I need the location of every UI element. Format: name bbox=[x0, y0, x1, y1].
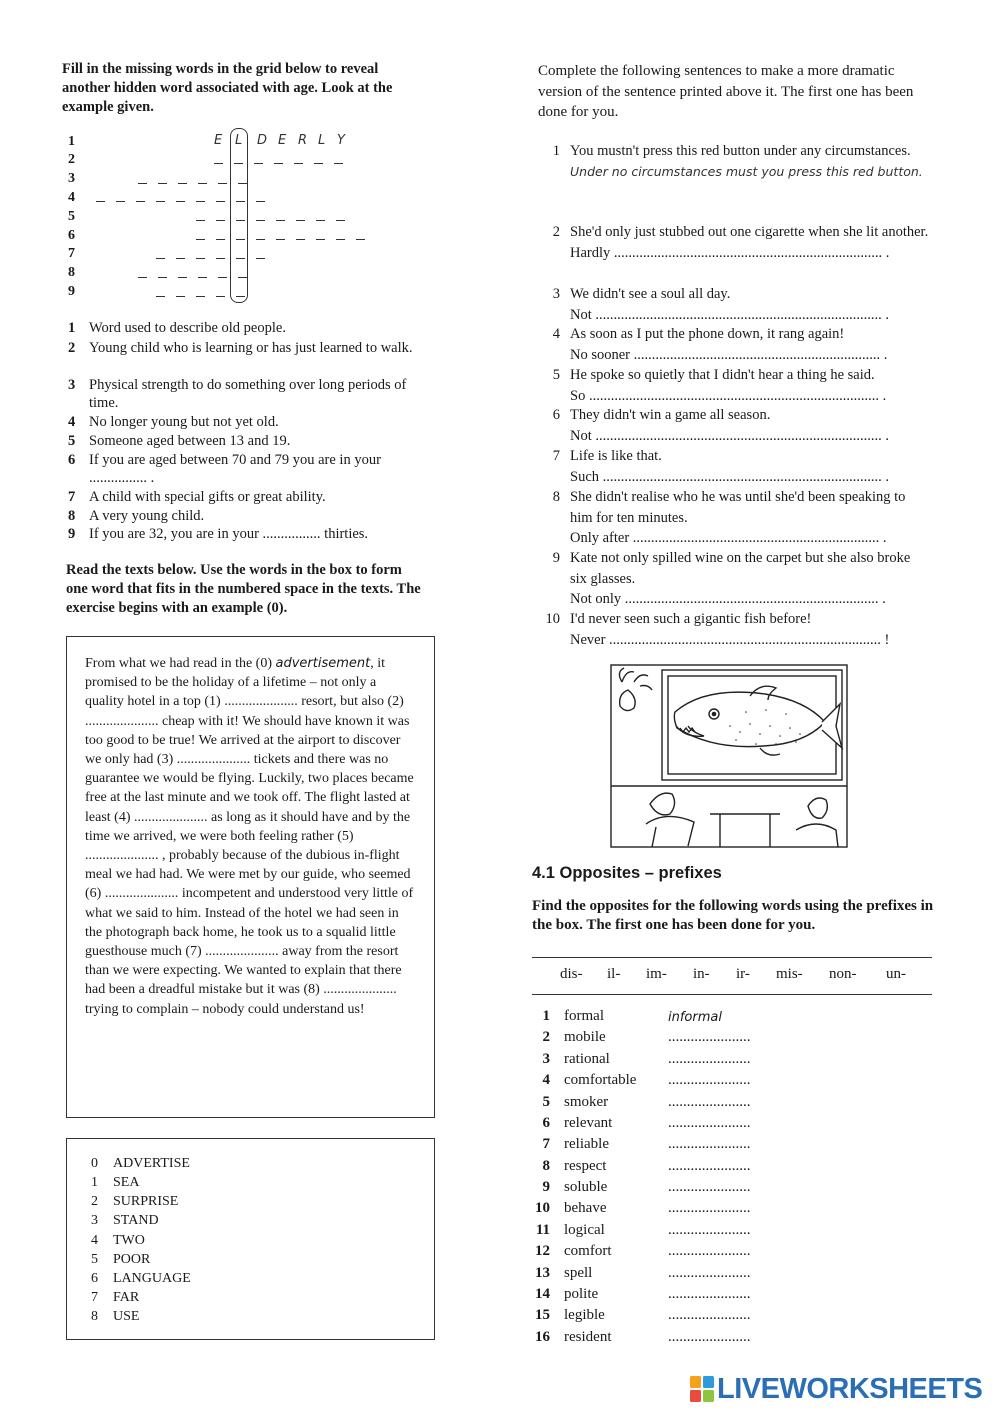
logo-mark-icon bbox=[690, 1376, 714, 1402]
example-letter: L bbox=[235, 133, 243, 148]
crossword-blank[interactable] bbox=[294, 163, 303, 164]
crossword-blank[interactable] bbox=[216, 296, 225, 297]
inversion-item: 4 As soon as I put the phone down, it rang again! No sooner .................................................................... . bbox=[540, 324, 930, 365]
crossword-blank[interactable] bbox=[136, 201, 145, 202]
crossword-blank[interactable] bbox=[176, 296, 185, 297]
crossword-blank[interactable] bbox=[254, 163, 263, 164]
inversion-item: 3 We didn't see a soul all day. Not ............................................................................... . bbox=[540, 284, 930, 325]
grid-row-number: 5 bbox=[68, 209, 75, 224]
answer-blank[interactable]: ...................... bbox=[668, 1243, 751, 1259]
crossword-blank[interactable] bbox=[158, 277, 167, 278]
grid-row-number: 4 bbox=[68, 190, 75, 205]
inversion-item: 1 You mustn't press this red button under any circumstances. Under no circumstances must you press this red button. bbox=[540, 141, 930, 182]
word-box-item: 2 SURPRISE bbox=[91, 1194, 179, 1209]
clue: 2 Young child who is learning or has just learned to walk. bbox=[68, 340, 413, 356]
crossword-blank[interactable] bbox=[196, 258, 205, 259]
clue: 5 Someone aged between 13 and 19. bbox=[68, 433, 291, 449]
crossword-blank[interactable] bbox=[116, 201, 125, 202]
inversion-item: 8 She didn't realise who he was until she'd been speaking to him for ten minutes. Only after .................................................................... . bbox=[540, 487, 930, 549]
clue: 4 No longer young but not yet old. bbox=[68, 414, 279, 430]
crossword-blank[interactable] bbox=[178, 277, 187, 278]
example-letter: R bbox=[298, 133, 308, 148]
answer-blank[interactable]: ...................... bbox=[668, 1136, 751, 1152]
answer-line[interactable]: Only after .................................................................... . bbox=[570, 530, 887, 546]
example-letter: L bbox=[318, 133, 326, 148]
crossword-blank[interactable] bbox=[156, 296, 165, 297]
answer-blank[interactable]: ...................... bbox=[668, 1051, 751, 1067]
answer-blank[interactable]: ...................... bbox=[668, 1329, 751, 1345]
crossword-blank[interactable] bbox=[256, 220, 265, 221]
answer-line[interactable]: Such ............................................................................. . bbox=[570, 468, 889, 485]
story-box bbox=[66, 636, 435, 1118]
story-text: From what we had read in the (0) advertisement, it promised to be the holiday of a lifetime – not only a quality hotel in a top (1) ..................... resort, but also (2) ..................... cheap with it! We should have known it was too good to be true! We arrived at the airport to discover we only had (3) ..................... tickets and there was no guarantee we would be flying. Luckily, two places became free at the last minute and we took off. The flight lasted at least (4) ..................... as long as it should have and by the time we arrived, we were both feeling rather (5) ..................... , probably because of the dubious in-flight meal we had had. We were met by our guide, who seemed (6) ..................... incompetent and understood very little of what we said to him. Instead of the hotel we had seen in the photograph back home, he took us to a squalid little guesthouse much (7) ..................... away from the resort than we were expecting. We wanted to explain that there had been a dreadful mistake but it was (8) ..................... trying to complain – nobody could understand us! bbox=[85, 656, 414, 1017]
crossword-blank[interactable] bbox=[256, 201, 265, 202]
prefix: non- bbox=[829, 966, 857, 982]
answer-line[interactable]: Hardly .......................................................................... . bbox=[570, 244, 890, 261]
crossword-blank[interactable] bbox=[316, 239, 325, 240]
crossword-blank[interactable] bbox=[238, 183, 247, 184]
answer-blank[interactable]: ...................... bbox=[668, 1200, 751, 1216]
section-title: 4.1 Opposites – prefixes bbox=[532, 864, 722, 882]
prefix: un- bbox=[886, 966, 906, 982]
clue: 8 A very young child. bbox=[68, 508, 205, 524]
answer-line[interactable]: Never ........................................................................... ! bbox=[570, 631, 890, 648]
crossword-blank[interactable] bbox=[218, 277, 227, 278]
crossword-blank[interactable] bbox=[236, 239, 245, 240]
word-box-item: 1 SEA bbox=[91, 1175, 140, 1190]
grid-row-number: 6 bbox=[68, 228, 75, 243]
answer-blank[interactable]: ...................... bbox=[668, 1094, 751, 1110]
crossword-blank[interactable] bbox=[176, 201, 185, 202]
crossword-blank[interactable] bbox=[216, 220, 225, 221]
answer-blank[interactable]: ...................... bbox=[668, 1307, 751, 1323]
crossword-blank[interactable] bbox=[276, 239, 285, 240]
inversion-instruction: Complete the following sentences to make a more dramatic version of the sentence printed above it. The first one has been done for you. bbox=[538, 63, 914, 120]
answer-line[interactable]: Not only ...................................................................... . bbox=[570, 591, 886, 607]
crossword-blank[interactable] bbox=[356, 239, 365, 240]
crossword-blank[interactable] bbox=[196, 239, 205, 240]
answer-blank[interactable]: ...................... bbox=[668, 1265, 751, 1281]
crossword-blank[interactable] bbox=[218, 183, 227, 184]
answer-blank[interactable]: ...................... bbox=[668, 1222, 751, 1238]
crossword-blank[interactable] bbox=[256, 239, 265, 240]
answer-blank[interactable]: ...................... bbox=[668, 1158, 751, 1174]
inversion-item: 6 They didn't win a game all season. Not ............................................................................... . bbox=[540, 405, 930, 446]
crossword-blank[interactable] bbox=[214, 163, 223, 164]
inversion-item: 9 Kate not only spilled wine on the carpet but she also broke six glasses. Not only ...................................................................... . bbox=[540, 548, 930, 610]
crossword-blank[interactable] bbox=[236, 296, 245, 297]
example-letter: E bbox=[214, 133, 223, 148]
crossword-blank[interactable] bbox=[236, 220, 245, 221]
answer-blank[interactable]: ...................... bbox=[668, 1029, 751, 1045]
story-example-answer: advertisement bbox=[275, 656, 371, 671]
example-letter: D bbox=[257, 133, 268, 148]
crossword-blank[interactable] bbox=[156, 201, 165, 202]
grid-row-number: 2 bbox=[68, 152, 75, 167]
crossword-blank[interactable] bbox=[236, 201, 245, 202]
word-box-item: 7 FAR bbox=[91, 1290, 140, 1305]
clue: 9 If you are 32, you are in your ................ thirties. bbox=[68, 526, 369, 542]
answer-blank[interactable]: ...................... bbox=[668, 1179, 751, 1195]
example-letter: E bbox=[278, 133, 287, 148]
crossword-blank[interactable] bbox=[96, 201, 105, 202]
prefix: il- bbox=[607, 966, 621, 982]
crossword-blank[interactable] bbox=[176, 258, 185, 259]
prefix-box bbox=[532, 957, 932, 995]
crossword-blank[interactable] bbox=[296, 239, 305, 240]
inversion-item: 2 She'd only just stubbed out one cigarette when she lit another. Hardly .......................................................................... . bbox=[540, 222, 930, 263]
grid-row-number: 9 bbox=[68, 284, 75, 299]
crossword-blank[interactable] bbox=[238, 277, 247, 278]
answer-blank[interactable]: ...................... bbox=[668, 1072, 751, 1088]
word-box-item: 5 POOR bbox=[91, 1252, 151, 1267]
fish-illustration bbox=[610, 664, 850, 850]
inversion-item: 10 I'd never seen such a gigantic fish before! Never ........................................................................... ! bbox=[540, 609, 930, 650]
crossword-blank[interactable] bbox=[196, 201, 205, 202]
crossword-blank[interactable] bbox=[196, 220, 205, 221]
word-box-item: 0 ADVERTISE bbox=[91, 1156, 190, 1171]
clue: 1 Word used to describe old people. bbox=[68, 320, 286, 336]
grid-row-number: 8 bbox=[68, 265, 75, 280]
prefix: im- bbox=[646, 966, 667, 982]
inversion-example-answer: Under no circumstances must you press this red button. bbox=[570, 163, 923, 179]
crossword-blank[interactable] bbox=[216, 201, 225, 202]
grid-row-number: 7 bbox=[68, 246, 75, 261]
crossword-blank[interactable] bbox=[198, 183, 207, 184]
logo-text: LIVEWORKSHEETS bbox=[717, 1372, 983, 1405]
crossword-blank[interactable] bbox=[274, 163, 283, 164]
word-box-item: 8 USE bbox=[91, 1309, 140, 1324]
crossword-blank[interactable] bbox=[198, 277, 207, 278]
answer-line[interactable]: So ................................................................................ . bbox=[570, 387, 887, 404]
crossword-blank[interactable] bbox=[178, 183, 187, 184]
liveworksheets-logo[interactable] bbox=[690, 1373, 982, 1405]
crossword-blank[interactable] bbox=[336, 220, 345, 221]
opposites-instruction: Find the opposites for the following words using the prefixes in the box. The first one has been done for you. bbox=[532, 898, 934, 933]
crossword-blank[interactable] bbox=[256, 258, 265, 259]
crossword-blank[interactable] bbox=[314, 163, 323, 164]
answer-line[interactable]: No sooner .................................................................... . bbox=[570, 346, 888, 363]
answer-line[interactable]: Not ............................................................................... . bbox=[570, 306, 889, 323]
crossword-blank[interactable] bbox=[336, 239, 345, 240]
crossword-blank[interactable] bbox=[316, 220, 325, 221]
grid-row-number: 1 bbox=[68, 134, 75, 149]
crossword-blank[interactable] bbox=[276, 220, 285, 221]
clue: 3 Physical strength to do something over long periods of time. bbox=[68, 377, 407, 411]
answer-blank[interactable]: ...................... bbox=[668, 1115, 751, 1131]
word-box-item: 4 TWO bbox=[91, 1233, 145, 1248]
crossword-blank[interactable] bbox=[158, 183, 167, 184]
crossword-blank[interactable] bbox=[216, 239, 225, 240]
crossword-blank[interactable] bbox=[296, 220, 305, 221]
opposite-example-answer: informal bbox=[668, 1010, 722, 1025]
crossword-blank[interactable] bbox=[234, 163, 243, 164]
word-box-item: 6 LANGUAGE bbox=[91, 1271, 191, 1286]
prefix: in- bbox=[693, 966, 710, 982]
crossword-blank[interactable] bbox=[156, 258, 165, 259]
grid-row-number: 3 bbox=[68, 171, 75, 186]
word-box-item: 3 STAND bbox=[91, 1213, 159, 1228]
prefix: ir- bbox=[736, 966, 750, 982]
crossword-blank[interactable] bbox=[236, 258, 245, 259]
crossword-blank[interactable] bbox=[138, 277, 147, 278]
crossword-blank[interactable] bbox=[216, 258, 225, 259]
clue: 7 A child with special gifts or great ability. bbox=[68, 489, 326, 505]
clue: 6 If you are aged between 70 and 79 you are in your ................ . bbox=[68, 452, 381, 486]
answer-blank[interactable]: ...................... bbox=[668, 1286, 751, 1302]
answer-line[interactable]: Not ............................................................................... . bbox=[570, 427, 889, 444]
crossword-blank[interactable] bbox=[196, 296, 205, 297]
word-box bbox=[66, 1138, 435, 1340]
example-letter: Y bbox=[337, 133, 345, 148]
inversion-item: 5 He spoke so quietly that I didn't hear a thing he said. So ................................................................................ . bbox=[540, 365, 930, 406]
crossword-blank[interactable] bbox=[334, 163, 343, 164]
crossword-blank[interactable] bbox=[138, 183, 147, 184]
inversion-item: 7 Life is like that. Such ............................................................................. . bbox=[540, 446, 930, 487]
crossword-instruction: Fill in the missing words in the grid below to reveal another hidden word associated with age. Look at the example given. bbox=[62, 61, 393, 115]
prefix: dis- bbox=[560, 966, 583, 982]
prefix: mis- bbox=[776, 966, 803, 982]
word-formation-instruction: Read the texts below. Use the words in the box to form one word that fits in the numbered space in the texts. The exercise begins with an example (0). bbox=[66, 562, 421, 616]
